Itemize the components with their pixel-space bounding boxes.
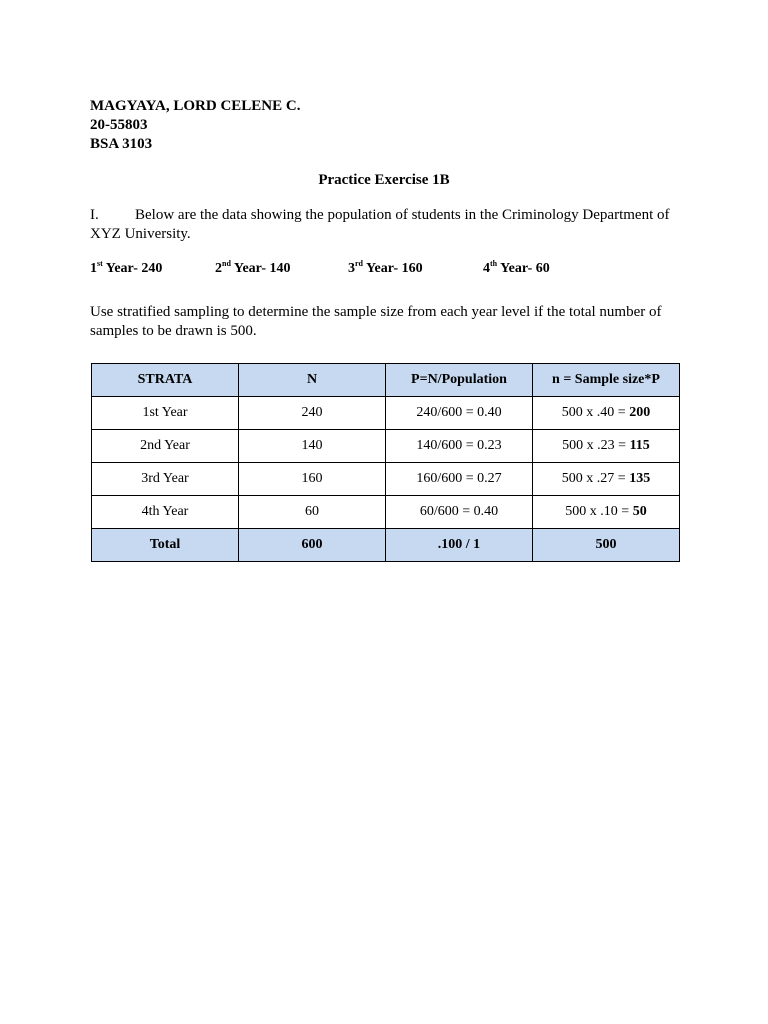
- year-level-1: 1st Year- 240: [90, 259, 163, 276]
- item-number: I.: [90, 207, 99, 223]
- student-info: [90, 97, 300, 154]
- column-header-n: N: [239, 364, 386, 397]
- cell-p: 160/600 = 0.27: [386, 463, 533, 496]
- column-header-strata: STRATA: [92, 364, 239, 397]
- cell-total-sample: 500: [533, 529, 680, 562]
- student-id: 20-55803: [90, 117, 148, 133]
- year-level-3: 3rd Year- 160: [348, 259, 423, 276]
- table-total-row: [92, 529, 680, 562]
- table-header-row: [92, 364, 680, 397]
- cell-sample: 500 x .23 = 115: [533, 430, 680, 463]
- cell-total-label: Total: [92, 529, 239, 562]
- cell-total-p: .100 / 1: [386, 529, 533, 562]
- document-title: Practice Exercise 1B: [318, 172, 450, 188]
- cell-strata: 2nd Year: [92, 430, 239, 463]
- cell-strata: 4th Year: [92, 496, 239, 529]
- cell-n: 60: [239, 496, 386, 529]
- intro-paragraph: [90, 206, 690, 244]
- cell-p: 240/600 = 0.40: [386, 397, 533, 430]
- cell-sample: 500 x .27 = 135: [533, 463, 680, 496]
- cell-sample: 500 x .40 = 200: [533, 397, 680, 430]
- year-level-2: 2nd Year- 140: [215, 259, 291, 276]
- table-row: [92, 463, 680, 496]
- cell-n: 140: [239, 430, 386, 463]
- stratified-sampling-table: [91, 363, 680, 562]
- cell-p: 60/600 = 0.40: [386, 496, 533, 529]
- cell-strata: 3rd Year: [92, 463, 239, 496]
- table-row: [92, 430, 680, 463]
- cell-p: 140/600 = 0.23: [386, 430, 533, 463]
- column-header-p: P=N/Population: [386, 364, 533, 397]
- table-row: [92, 397, 680, 430]
- student-name: MAGYAYA, LORD CELENE C.: [90, 98, 301, 114]
- cell-n: 240: [239, 397, 386, 430]
- year-level-4: 4th Year- 60: [483, 259, 550, 276]
- intro-text: Below are the data showing the population of students in the Criminology Department of XYZ University.: [90, 207, 670, 242]
- cell-sample: 500 x .10 = 50: [533, 496, 680, 529]
- cell-total-n: 600: [239, 529, 386, 562]
- cell-strata: 1st Year: [92, 397, 239, 430]
- table-row: [92, 496, 680, 529]
- student-section: BSA 3103: [90, 136, 153, 152]
- instruction-paragraph: Use stratified sampling to determine the sample size from each year level if the total number of samples to be drawn is 500.: [90, 304, 662, 339]
- column-header-sample: n = Sample size*P: [533, 364, 680, 397]
- cell-n: 160: [239, 463, 386, 496]
